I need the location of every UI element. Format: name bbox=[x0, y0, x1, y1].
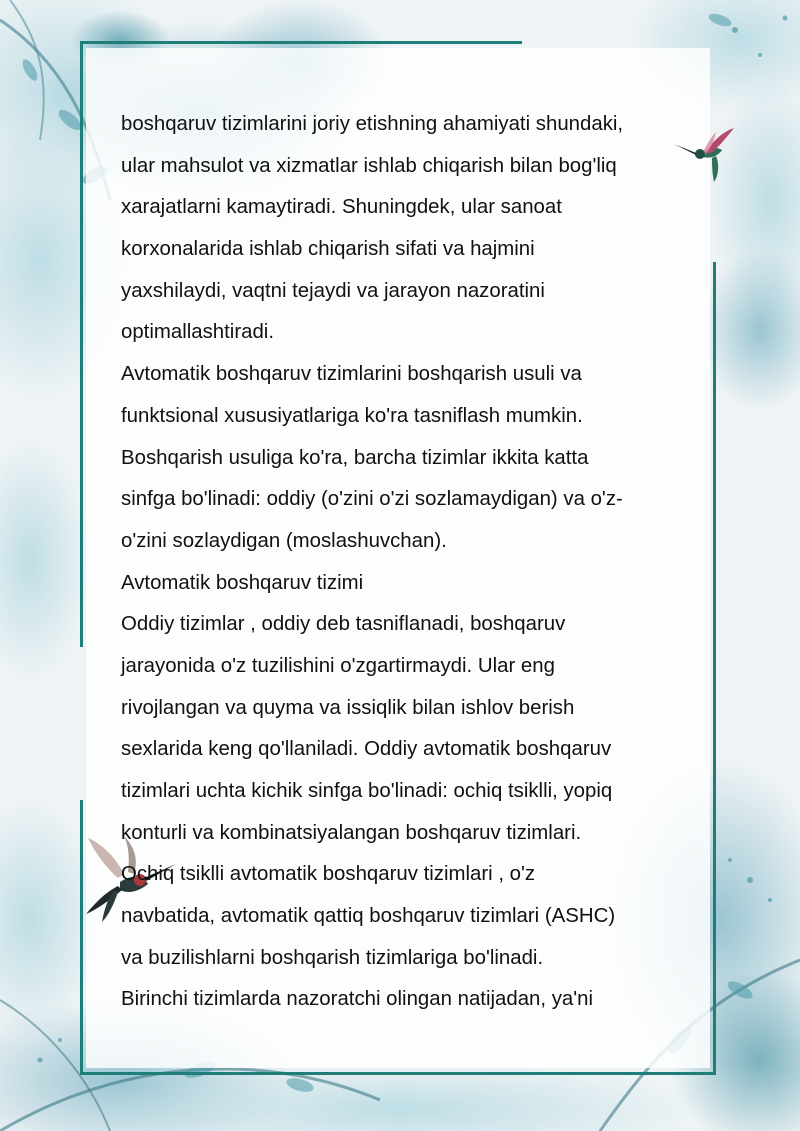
text-line: o'zini sozlaydigan (moslashuvchan). bbox=[121, 529, 447, 552]
text-line: boshqaruv tizimlarini joriy etishning ahamiyati shundaki, bbox=[121, 113, 624, 135]
text-line: Boshqarish usuliga ko'ra, barcha tizimlar ikkita katta bbox=[121, 446, 589, 469]
text-line: Birinchi tizimlarda nazoratchi olingan natijadan, ya'ni bbox=[121, 988, 594, 1011]
text-line: konturli va kombinatsiyalangan boshqaruv tizimlari. bbox=[121, 821, 582, 844]
text-line: korxonalarida ishlab chiqarish sifati va hajmini bbox=[121, 238, 535, 261]
text-line: sinfga bo'linadi: oddiy (o'zini o'zi sozlamaydigan) va o'z- bbox=[121, 488, 623, 511]
text-line: funktsional xususiyatlariga ko'ra tasniflash mumkin. bbox=[121, 404, 583, 427]
text-line: optimallashtiradi. bbox=[121, 321, 274, 344]
text-line: navbatida, avtomatik qattiq boshqaruv tizimlari (ASHC) bbox=[121, 905, 616, 928]
frame-top-line bbox=[80, 41, 522, 44]
text-line: ular mahsulot va xizmatlar ishlab chiqarish bilan bog'liq bbox=[121, 154, 617, 177]
text-line: xarajatlarni kamaytiradi. Shuningdek, ular sanoat bbox=[121, 196, 562, 219]
frame-left-line-lower bbox=[80, 800, 83, 1075]
frame-bottom-line bbox=[80, 1072, 716, 1075]
text-line: Ochiq tsiklli avtomatik boshqaruv tizimlari , o'z bbox=[121, 863, 536, 886]
text-line: rivojlangan va quyma va issiqlik bilan ishlov berish bbox=[121, 696, 575, 719]
document-body bbox=[121, 104, 701, 1021]
text-line: tizimlari uchta kichik sinfga bo'linadi: ochiq tsiklli, yopiq bbox=[121, 780, 613, 802]
text-line: Oddiy tizimlar , oddiy deb tasniflanadi, boshqaruv bbox=[121, 613, 566, 636]
text-line: Avtomatik boshqaruv tizimlarini boshqarish usuli va bbox=[121, 363, 582, 386]
text-line: yaxshilaydi, vaqtni tejaydi va jarayon nazoratini bbox=[121, 279, 545, 302]
text-line: sexlarida keng qo'llaniladi. Oddiy avtomatik boshqaruv bbox=[121, 738, 612, 761]
text-line: jarayonida o'z tuzilishini o'zgartirmaydi. Ular eng bbox=[121, 654, 555, 677]
text-line: va buzilishlarni boshqarish tizimlariga bo'linadi. bbox=[121, 946, 544, 969]
frame-right-line bbox=[713, 262, 716, 1075]
frame-left-line bbox=[80, 41, 83, 647]
section-heading: Avtomatik boshqaruv tizimi bbox=[121, 571, 364, 594]
